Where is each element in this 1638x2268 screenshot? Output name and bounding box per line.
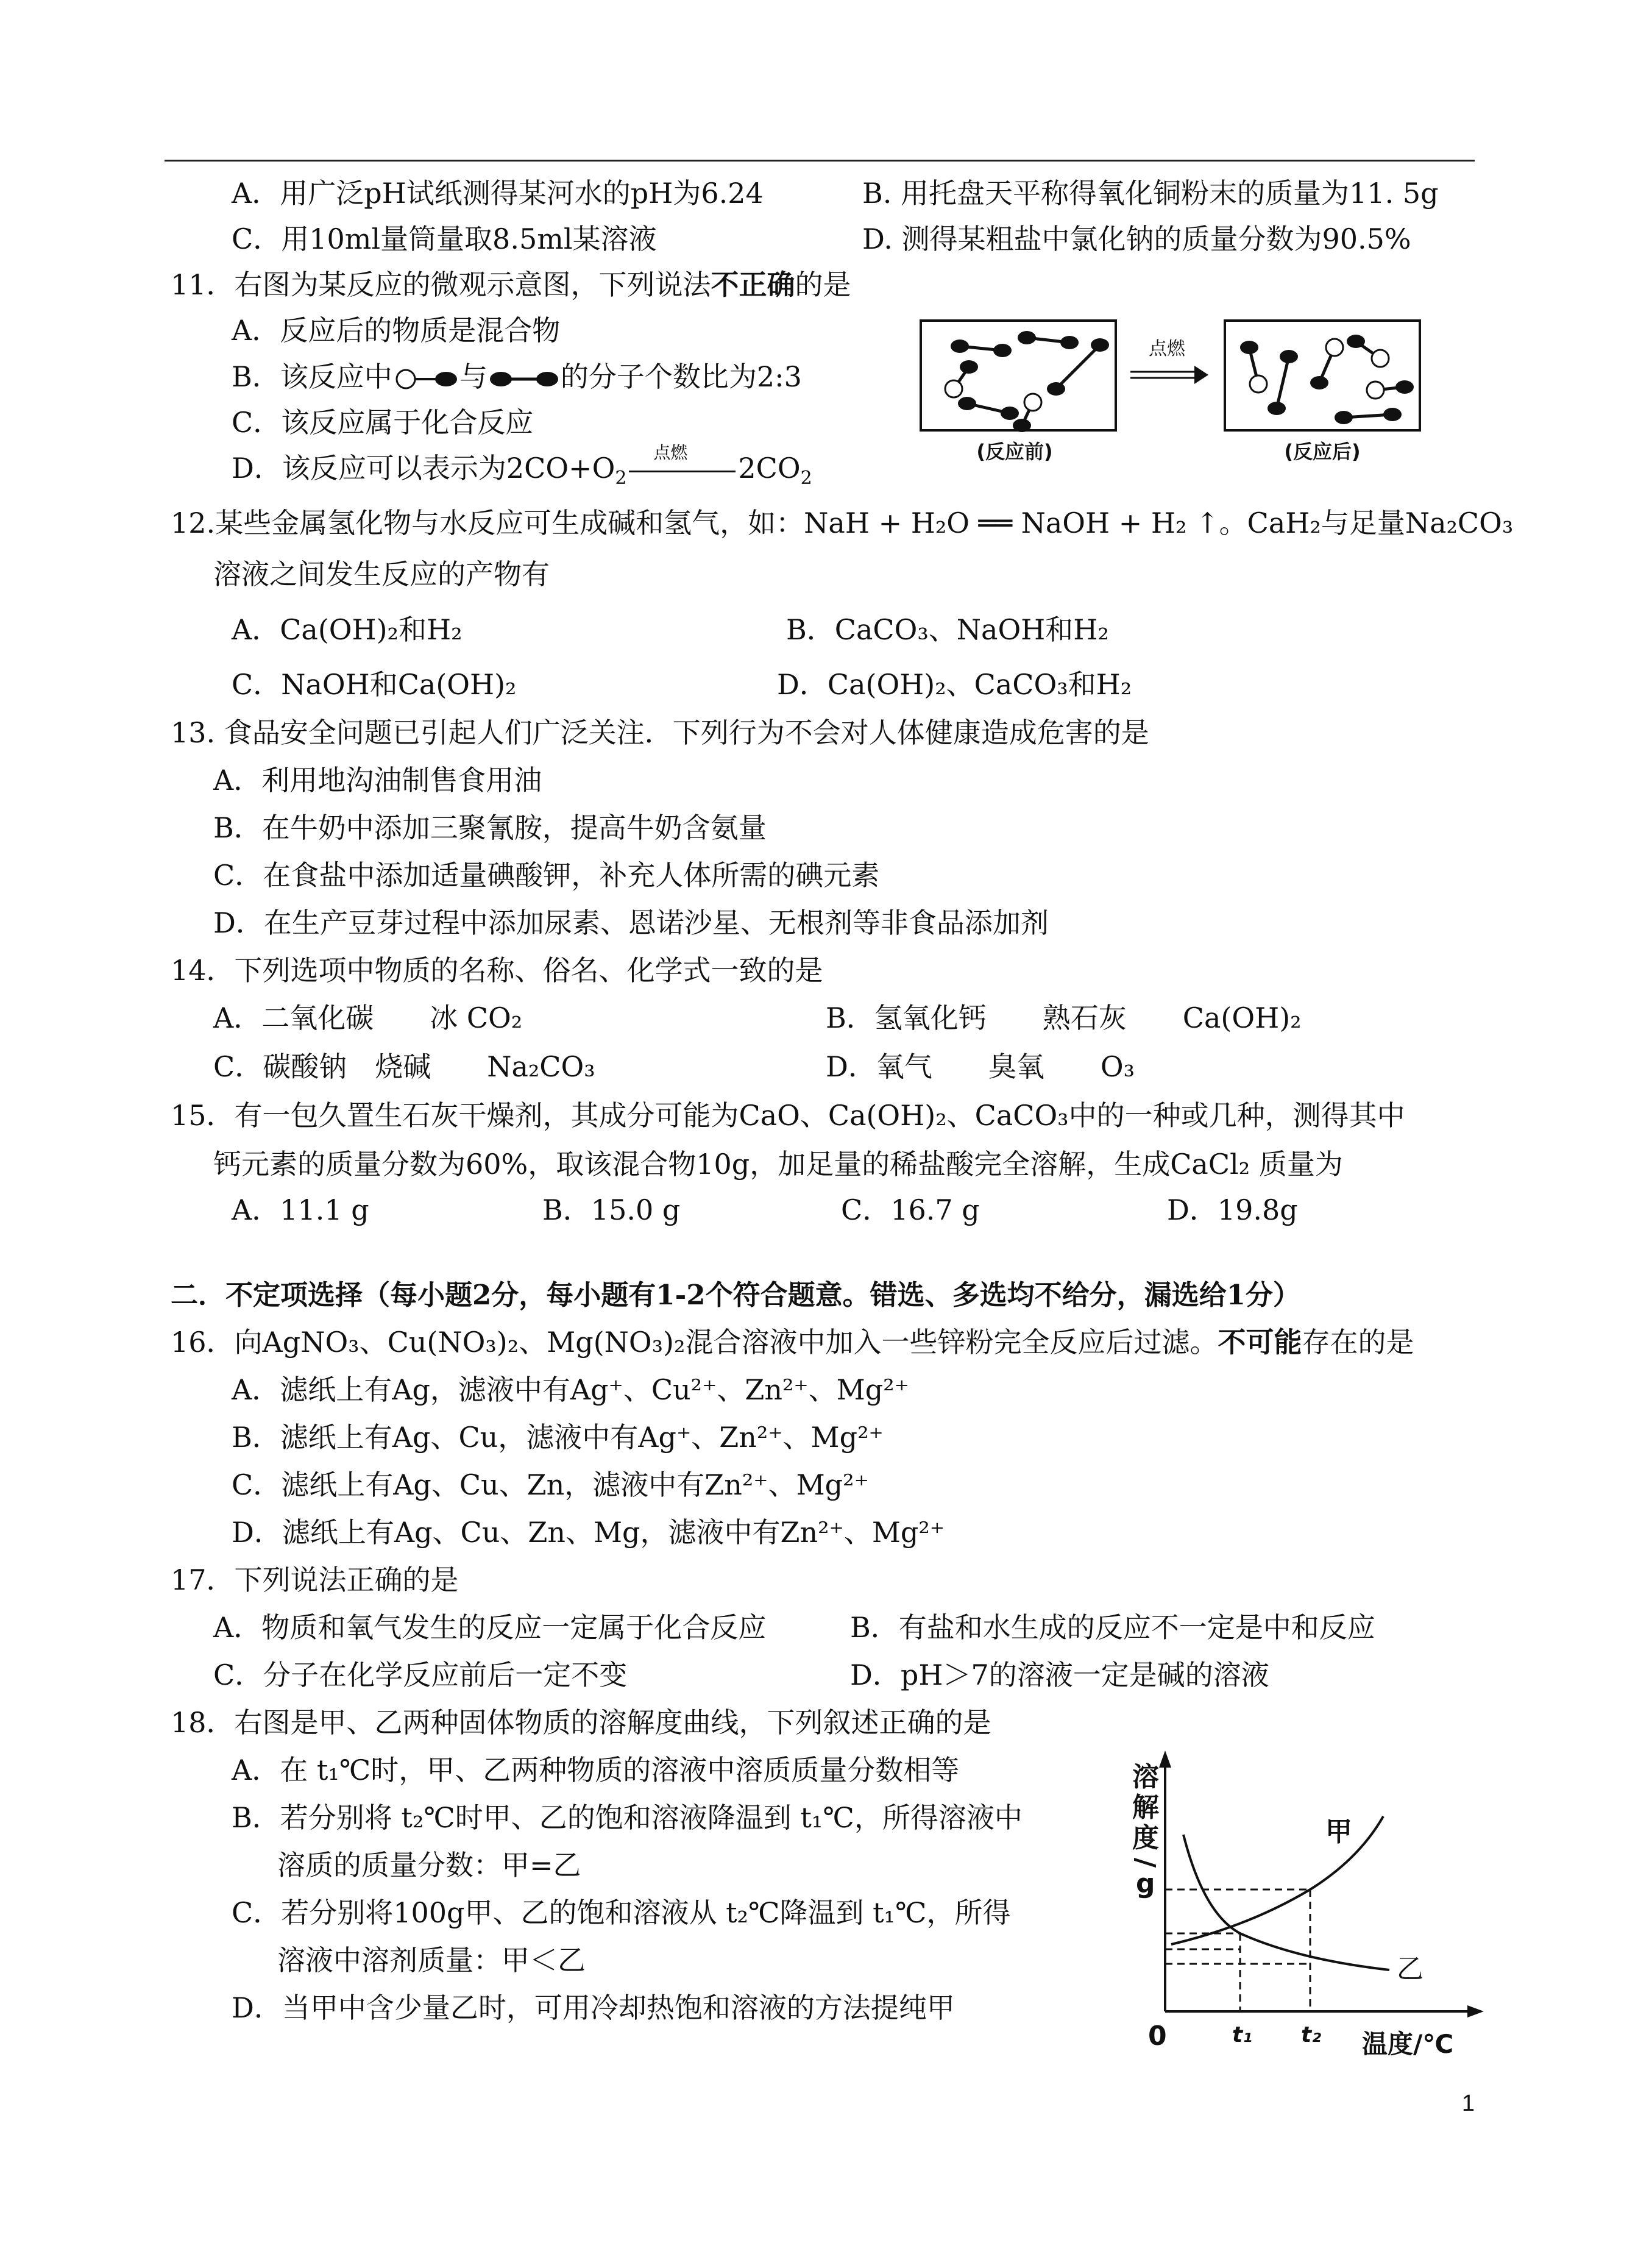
q15-stem-line1: 15．有一包久置生石灰干燥剂，其成分可能为CaO、Ca(OH)₂、CaCO₃中的一种或几种，测得其中 [171,1099,1405,1132]
q18-stem: 18．右图是甲、乙两种固体物质的溶解度曲线，下列叙述正确的是 [171,1706,991,1739]
q14-option-a: A．二氧化碳 冰 CO₂ [213,1001,523,1034]
q18-option-d: D．当甲中含少量乙时，可用冷却热饱和溶液的方法提纯甲 [232,1991,955,2024]
q13-option-b: B．在牛奶中添加三聚氰胺，提高牛奶含氨量 [213,811,767,844]
q10-option-d: D. 测得某粗盐中氯化钠的质量分数为90.5% [862,222,1411,255]
q12-option-a: A．Ca(OH)₂和H₂ [232,613,463,646]
q16-option-d: D．滤纸上有Ag、Cu、Zn、Mg，滤液中有Zn²⁺、Mg²⁺ [232,1516,945,1549]
y-axis-label [1130,1761,1161,1899]
q14-option-d: D．氧气 臭氧 O₃ [826,1050,1135,1083]
x-tick-t2: t₂ [1301,2022,1321,2047]
q15-option-d: D．19.8g [1167,1193,1298,1226]
reaction-arrow [1130,338,1208,384]
q16-stem: 16．向AgNO₃、Cu(NO₃)₂、Mg(NO₃)₂混合溶液中加入一些锌粉完全反应后过滤。不可能存在的是 [171,1326,1414,1359]
q12-stem-line1: 12.某些金属氢化物与水反应可生成碱和氢气，如：NaH + H₂O ══ NaOH + H₂ ↑。CaH₂与足量Na₂CO₃ [171,507,1514,539]
q11-option-b: B．该反应中 与 的分子个数比为2:3 [232,360,802,393]
q15-option-a: A．11.1 g [232,1193,369,1226]
q16-option-a: A．滤纸上有Ag，滤液中有Ag⁺、Cu²⁺、Zn²⁺、Mg²⁺ [232,1373,909,1406]
q11-option-a: A．反应后的物质是混合物 [232,314,561,347]
q13-option-c: C．在食盐中添加适量碘酸钾，补充人体所需的碘元素 [213,859,880,892]
arrow-label: 点燃 [1149,338,1185,360]
y-label-char-2: 解 [1132,1792,1159,1823]
solubility-chart [1115,1743,1493,2060]
q18-option-b-line1: B．若分别将 t₂℃时甲、乙的饱和溶液降温到 t₁℃，所得溶液中 [232,1801,1023,1834]
q14-option-c: C．碳酸钠 烧碱 Na₂CO₃ [213,1050,595,1083]
q14-option-b: B．氢氧化钙 熟石灰 Ca(OH)₂ [826,1001,1302,1034]
q16-option-c: C．滤纸上有Ag、Cu、Zn，滤液中有Zn²⁺、Mg²⁺ [232,1468,869,1501]
q11-option-d: D．该反应可以表示为$2CO+O_2$ 点燃 $2CO_2$ [232,443,812,489]
q12-option-c: C．NaOH和Ca(OH)₂ [232,668,517,701]
q11-stem: 11．右图为某反应的微观示意图，下列说法不正确的是 [171,268,851,301]
y-label-char-1: 溶 [1132,1761,1159,1793]
y-label-char-4: / [1130,1858,1161,1868]
before-label: (反应前) [976,440,1053,463]
o2-molecule-icon [488,367,561,391]
section-2-title: 二．不定项选择（每小题2分，每小题有1-2个符合题意。错选、多选均不给分，漏选给1分） [171,1279,1300,1311]
y-label-char-5: g [1136,1868,1155,1899]
x-tick-t1: t₁ [1232,2022,1252,2047]
series-jia-label: 甲 [1325,1816,1352,1847]
x-axis-label: 温度/℃ [1362,2029,1454,2059]
y-axis-arrow-icon [1159,1751,1171,1768]
top-rule [165,160,1475,162]
series-yi-label: 乙 [1397,1953,1424,1985]
q15-option-c: C．16.7 g [841,1193,980,1226]
q13-stem: 13. 食品安全问题已引起人们广泛关注．下列行为不会对人体健康造成危害的是 [171,716,1149,749]
origin-label: 0 [1148,2021,1167,2052]
q10-option-a: A．用广泛pH试纸测得某河水的pH为6.24 [232,177,764,210]
q18-option-a: A．在 t₁℃时，甲、乙两种物质的溶液中溶质质量分数相等 [232,1754,960,1786]
reaction-diagram [917,317,1478,466]
q11-option-c: C．该反应属于化合反应 [232,406,534,439]
q17-option-c: C．分子在化学反应前后一定不变 [213,1658,628,1691]
q17-option-a: A．物质和氧气发生的反应一定属于化合反应 [213,1611,767,1644]
q16-option-b: B．滤纸上有Ag、Cu，滤液中有Ag⁺、Zn²⁺、Mg²⁺ [232,1421,884,1454]
q15-stem-line2: 钙元素的质量分数为60%，取该混合物10g，加足量的稀盐酸完全溶解，生成CaCl₂ 质量为 [213,1148,1343,1181]
q15-option-b: B．15.0 g [542,1193,681,1226]
q12-stem-line2: 溶液之间发生反应的产物有 [213,558,550,591]
after-box [1225,321,1420,430]
after-label: (反应后) [1284,440,1361,463]
page-number: 1 [1461,2091,1475,2116]
q17-stem: 17．下列说法正确的是 [171,1563,459,1596]
q17-option-d: D．pH＞7的溶液一定是碱的溶液 [850,1658,1269,1691]
q17-option-b: B．有盐和水生成的反应不一定是中和反应 [850,1611,1375,1644]
x-axis-arrow-icon [1467,2005,1484,2017]
q14-stem: 14．下列选项中物质的名称、俗名、化学式一致的是 [171,954,823,987]
co-molecule-icon [392,367,459,391]
q12-option-b: B．CaCO₃、NaOH和H₂ [786,613,1109,646]
y-label-char-3: 度 [1132,1822,1159,1854]
q13-option-d: D．在生产豆芽过程中添加尿素、恩诺沙星、无根剂等非食品添加剂 [213,906,1049,939]
q18-option-b-line2: 溶质的质量分数：甲=乙 [277,1849,581,1882]
q10-option-b: B. 用托盘天平称得氧化铜粉末的质量为11. 5g [862,177,1439,210]
q18-option-c-line2: 溶液中溶剂质量：甲＜乙 [277,1944,586,1977]
q12-option-d: D．Ca(OH)₂、CaCO₃和H₂ [777,668,1132,701]
q10-option-c: C．用10ml量筒量取8.5ml某溶液 [232,222,657,255]
before-box [921,321,1116,432]
q18-option-c-line1: C．若分别将100g甲、乙的饱和溶液从 t₂℃降温到 t₁℃，所得 [232,1896,1011,1929]
q13-option-a: A．利用地沟油制售食用油 [213,764,542,797]
